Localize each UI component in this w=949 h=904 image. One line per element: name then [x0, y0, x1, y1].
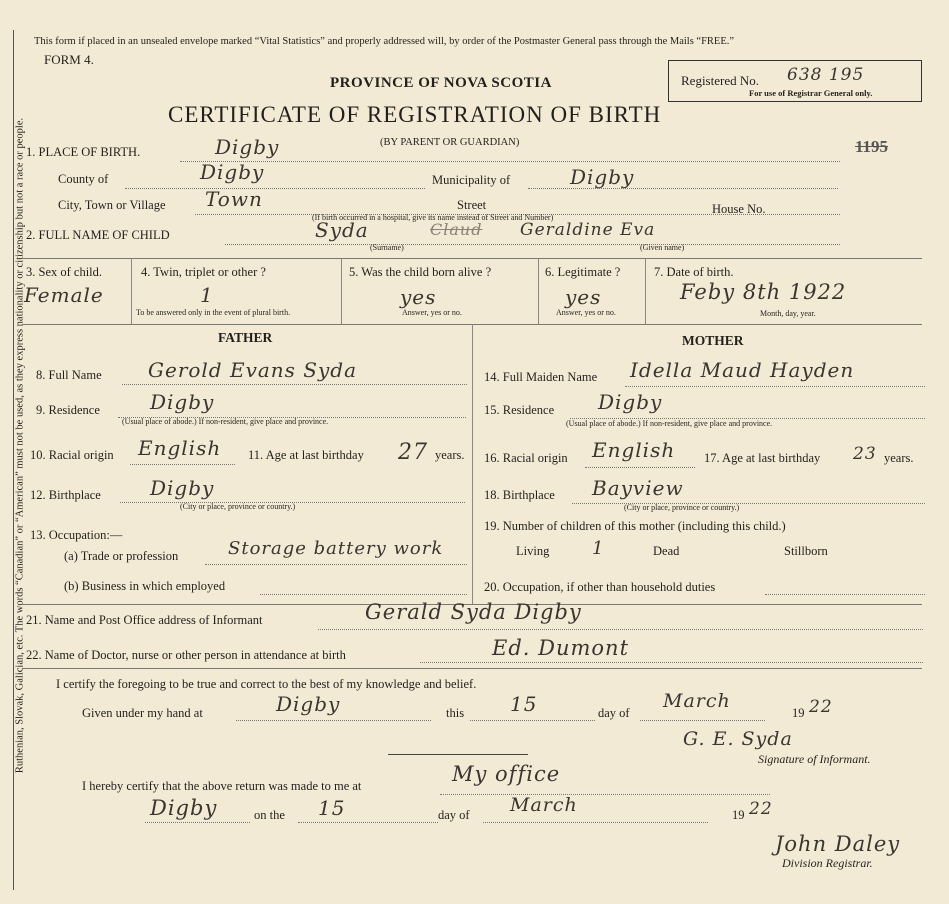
- father-abode-note: (Usual place of abode.) If non-resident, give place and province.: [122, 417, 329, 426]
- dob-value: Feby 8th 1922: [680, 280, 847, 304]
- father-occupation-label: 13. Occupation:—: [30, 528, 123, 542]
- alive-value: yes: [400, 285, 437, 309]
- mother-heading: MOTHER: [682, 333, 744, 348]
- child-surname: Syda: [315, 218, 369, 242]
- stillborn-label: Stillborn: [784, 544, 828, 558]
- registrar-use-note: For use of Registrar General only.: [749, 88, 873, 98]
- certify-year-value: 22: [809, 697, 833, 717]
- mother-name-label: 14. Full Maiden Name: [484, 370, 598, 384]
- mother-occupation-label: 20. Occupation, if other than household duties: [484, 580, 716, 594]
- parents-divider: [472, 324, 473, 604]
- given-name-note: (Given name): [640, 243, 685, 252]
- mother-residence-label: 15. Residence: [484, 403, 555, 417]
- father-years-label: years.: [435, 448, 465, 462]
- certify-statement: I certify the foregoing to be true and correct to the best of my knowledge and belief.: [56, 677, 477, 691]
- city-value: Town: [205, 187, 263, 211]
- alive-label: 5. Was the child born alive ?: [349, 265, 492, 279]
- divider-4: [341, 258, 342, 324]
- mother-occupation-line: [765, 594, 925, 595]
- county-line: [125, 188, 425, 189]
- form-number: FORM 4.: [44, 52, 94, 67]
- divider-6: [645, 258, 646, 324]
- business-line: [260, 594, 467, 595]
- place-line: [180, 161, 840, 162]
- divider-3: [131, 258, 132, 324]
- dead-label: Dead: [653, 544, 680, 558]
- twin-note: To be answered only in the event of plural birth.: [136, 308, 291, 317]
- registrar-place-line: [440, 794, 770, 795]
- business-label: (b) Business in which employed: [64, 579, 226, 593]
- divider-5: [538, 258, 539, 324]
- mother-birthplace-label: 18. Birthplace: [484, 488, 555, 502]
- given-under-label: Given under my hand at: [82, 706, 203, 720]
- legitimate-value: yes: [565, 285, 602, 309]
- mother-race-value: English: [592, 438, 676, 462]
- registrar-year-value: 22: [749, 799, 773, 819]
- father-birthplace-label: 12. Birthplace: [30, 488, 101, 502]
- living-label: Living: [516, 544, 550, 558]
- place-of-birth-label: 1. PLACE OF BIRTH.: [26, 145, 141, 159]
- alive-note: Answer, yes or no.: [402, 308, 462, 317]
- doctor-value: Ed. Dumont: [492, 636, 630, 660]
- informant-line: [318, 629, 923, 630]
- mother-abode-note: (Usual place of abode.) If non-resident, give place and province.: [566, 419, 773, 428]
- rule-certify-top: [22, 668, 922, 669]
- father-residence-value: Digby: [150, 390, 215, 414]
- certify-day-line: [470, 720, 595, 721]
- twin-label: 4. Twin, triplet or other ?: [141, 265, 266, 279]
- certify-month-line: [640, 720, 765, 721]
- registered-no-label: Registered No.: [681, 73, 759, 88]
- certify-year-prefix: 19: [792, 706, 805, 720]
- child-given-name: Geraldine Eva: [520, 220, 656, 240]
- mother-name-value: Idella Maud Hayden: [630, 358, 855, 382]
- father-race-line: [130, 464, 235, 465]
- father-race-value: English: [138, 436, 222, 460]
- father-name-line: [122, 384, 467, 385]
- surname-note: (Surname): [370, 243, 404, 252]
- dob-note: Month, day, year.: [760, 309, 816, 318]
- mother-years-label: years.: [884, 451, 914, 465]
- sex-label: 3. Sex of child.: [26, 265, 103, 279]
- child-name-line: [225, 244, 840, 245]
- trade-label: (a) Trade or profession: [64, 549, 179, 563]
- margin-rule: [13, 30, 14, 890]
- registrar-statement: I hereby certify that the above return was made to me at: [82, 779, 362, 793]
- page-title: CERTIFICATE OF REGISTRATION OF BIRTH: [168, 102, 662, 127]
- dob-label: 7. Date of birth.: [654, 265, 734, 279]
- registration-box: [668, 60, 922, 102]
- certify-day-of-label: day of: [598, 706, 630, 720]
- registrar-signature: John Daley: [775, 832, 901, 856]
- sex-value: Female: [24, 283, 104, 307]
- hospital-note: (If birth occurred in a hospital, give its name instead of Street and Number): [312, 213, 554, 222]
- certify-day-value: 15: [510, 692, 538, 716]
- page-subtitle: (BY PARENT OR GUARDIAN): [380, 137, 520, 148]
- on-the-label: on the: [254, 808, 285, 822]
- municipality-value: Digby: [570, 165, 635, 189]
- father-age-value: 27: [398, 440, 428, 465]
- father-birthplace-value: Digby: [150, 476, 215, 500]
- mother-children-label: 19. Number of children of this mother (including this child.): [484, 519, 786, 533]
- father-residence-label: 9. Residence: [36, 403, 100, 417]
- mother-race-label: 16. Racial origin: [484, 451, 568, 465]
- postal-notice: This form if placed in an unsealed envelope marked “Vital Statistics” and properly addressed will, by order of the Postmaster General pass through the Mails “FREE.”: [34, 36, 735, 47]
- informant-signature: G. E. Syda: [683, 728, 793, 750]
- municipality-line: [528, 188, 838, 189]
- rule-row3-top: [22, 258, 922, 259]
- father-name-label: 8. Full Name: [36, 368, 102, 382]
- legitimate-note: Answer, yes or no.: [556, 308, 616, 317]
- registrar-day-value: 15: [318, 796, 346, 820]
- father-name-value: Gerold Evans Syda: [148, 358, 358, 382]
- given-place-line: [236, 720, 431, 721]
- registrar-month-value: March: [510, 794, 578, 816]
- registrar-town-value: Digby: [150, 796, 218, 820]
- street-label: Street: [457, 198, 487, 212]
- informant-signature-label: Signature of Informant.: [758, 752, 871, 766]
- registrar-year-prefix: 19: [732, 808, 745, 822]
- registrar-day-line: [298, 822, 438, 823]
- father-race-label: 10. Racial origin: [30, 448, 114, 462]
- city-label: City, Town or Village: [58, 198, 166, 212]
- registrar-day-of-label: day of: [438, 808, 470, 822]
- mother-residence-value: Digby: [598, 390, 663, 414]
- legitimate-label: 6. Legitimate ?: [545, 265, 621, 279]
- province-heading: PROVINCE OF NOVA SCOTIA: [330, 75, 552, 91]
- registrar-town-line: [145, 822, 250, 823]
- given-place-value: Digby: [276, 692, 341, 716]
- mother-name-line: [625, 386, 925, 387]
- trade-line: [205, 564, 467, 565]
- municipality-label: Municipality of: [432, 173, 511, 187]
- doctor-line: [420, 662, 923, 663]
- twin-value: 1: [200, 283, 214, 307]
- separator-rule: [388, 754, 528, 755]
- registrar-place-value: My office: [452, 762, 561, 786]
- place-of-birth-value: Digby: [215, 135, 280, 159]
- trade-value: Storage battery work: [228, 538, 444, 559]
- registrar-title: Division Registrar.: [782, 856, 873, 870]
- father-age-label: 11. Age at last birthday: [248, 448, 364, 462]
- mother-age-label: 17. Age at last birthday: [704, 451, 821, 465]
- corner-number: 1195: [855, 137, 889, 156]
- county-value: Digby: [200, 160, 265, 184]
- father-heading: FATHER: [218, 330, 273, 345]
- registrar-month-line: [483, 822, 708, 823]
- informant-label: 21. Name and Post Office address of Informant: [26, 613, 263, 627]
- county-label: County of: [58, 172, 109, 186]
- registered-no-value: 638 195: [787, 65, 865, 85]
- certify-month-value: March: [663, 690, 731, 712]
- mother-age-value: 23: [853, 444, 877, 464]
- living-value: 1: [592, 538, 605, 559]
- mother-race-line: [585, 467, 695, 468]
- mother-birthplace-note: (City or place, province or country.): [624, 503, 740, 512]
- side-margin-text: Ruthenian, Slovak, Galician, etc. The words “Canadian” or “American” must not be used, as they express nationality or citizenship but not a race or people.: [14, 117, 26, 774]
- father-birthplace-note: (City or place, province or country.): [180, 502, 296, 511]
- this-label: this: [446, 706, 465, 720]
- child-name-label: 2. FULL NAME OF CHILD: [26, 228, 170, 242]
- child-crossed-name: Claud: [430, 220, 483, 239]
- doctor-label: 22. Name of Doctor, nurse or other person in attendance at birth: [26, 648, 346, 662]
- informant-value: Gerald Syda Digby: [365, 600, 582, 624]
- house-no-label: House No.: [712, 202, 766, 216]
- mother-birthplace-value: Bayview: [592, 476, 684, 500]
